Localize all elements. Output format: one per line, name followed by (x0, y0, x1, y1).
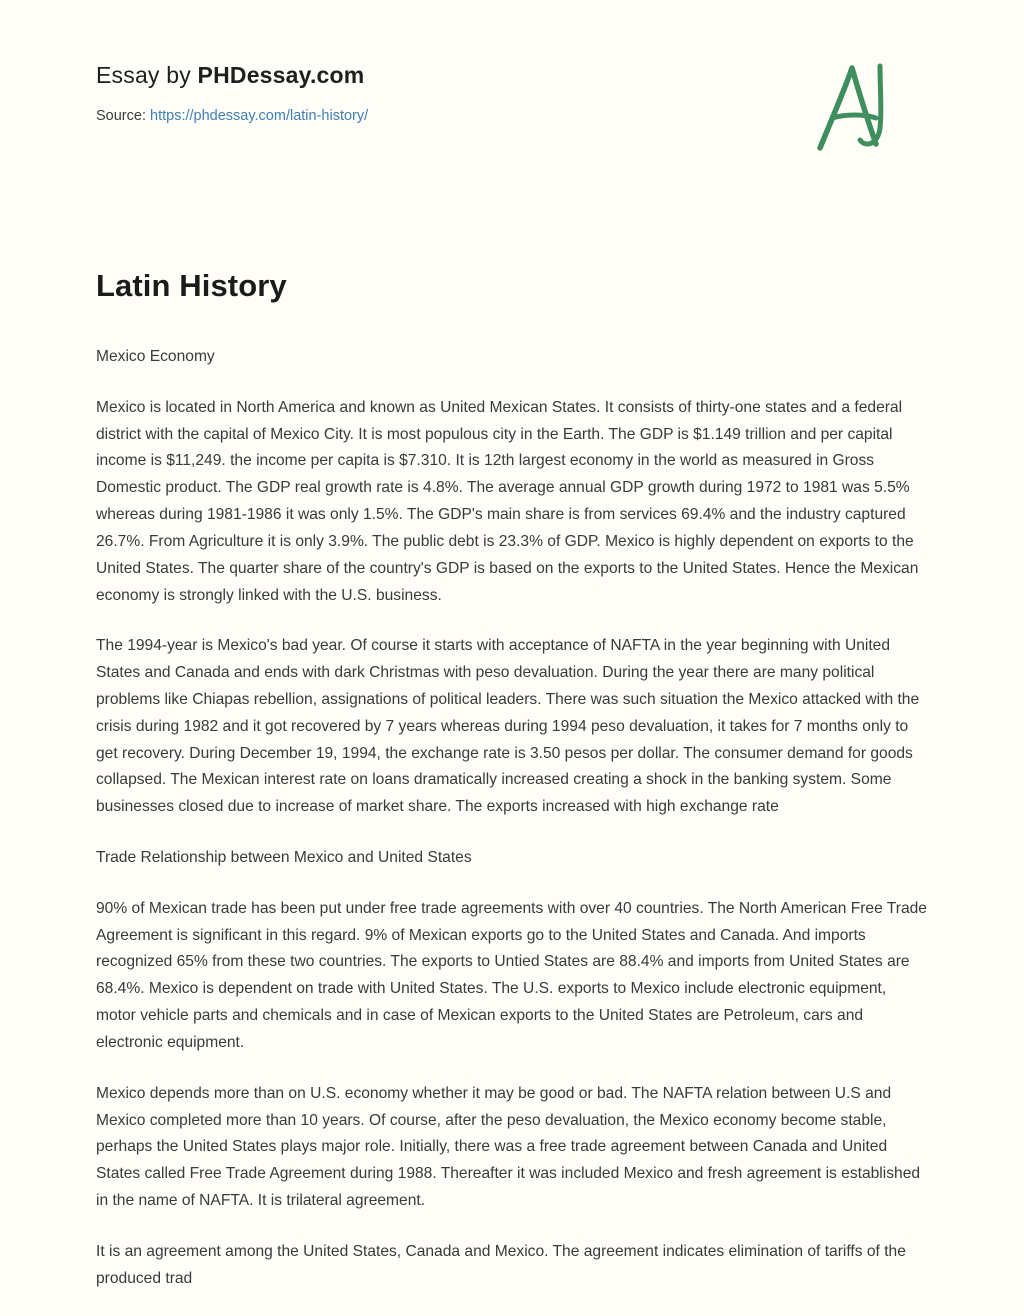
paragraph-1: Mexico is located in North America and known as United Mexican States. It consists of thirty-one states and a federal district with the capital of Mexico City. It is most populous city in the Earth. The GDP is $1.149 trillion and per capital income is $11,249. the income per capita is $7.310. It is 12th largest economy in the world as measured in Gross Domestic product. The GDP real growth rate is 4.8%. The average annual GDP growth during 1972 to 1981 was 5.5% whereas during 1981-1986 it was only 1.5%. The GDP's main share is from services 69.4% and the industry captured 26.7%. From Agriculture it is only 3.9%. The public debt is 23.3% of GDP. Mexico is highly dependent on exports to the United States. The quarter share of the country's GDP is based on the exports to the United States. Hence the Mexican economy is strongly linked with the U.S. business. (96, 398, 919, 604)
brand-essay-label: Essay (96, 62, 160, 88)
paragraph-6: It is an agreement among the United States, Canada and Mexico. The agreement indicates elimination of tariffs of the produced trad (96, 1242, 906, 1287)
brand-site-label: PHDessay.com (197, 62, 365, 88)
paragraph-0: Mexico Economy (96, 348, 215, 365)
paragraph-5: Mexico depends more than on U.S. economy whether it may be good or bad. The NAFTA relation between U.S and Mexico completed more than 10 years. Of course, after the peso devaluation, the Mexico economy become stable, perhaps the United States plays major role. Initially, there was a free trade agreement between Canada and United States called Free Trade Agreement during 1988. Thereafter it was included Mexico and fresh agreement is established in the name of NAFTA. It is trilateral agreement. (96, 1084, 921, 1209)
paragraph-3: Trade Relationship between Mexico and United States (96, 849, 472, 866)
brand-by-label: by (166, 62, 191, 88)
document-body (96, 344, 928, 1292)
source-label: Source: (96, 108, 146, 124)
source-url-link[interactable]: https://phdessay.com/latin-history/ (150, 108, 369, 124)
paragraph-4: 90% of Mexican trade has been put under free trade agreements with over 40 countries. The North American Free Trade Agreement is significant in this regard. 9% of Mexican exports go to the United States and Canada. And imports recognized 65% from these two countries. The exports to Untied States are 88.4% and imports from United States are 68.4%. Mexico is dependent on trade with United States. The U.S. exports to Mexico include electronic equipment, motor vehicle parts and chemicals and in case of Mexican exports to the United States are Petroleum, cars and electronic equipment. (96, 899, 927, 1051)
document-header (96, 62, 928, 172)
page-title: Latin History (96, 268, 287, 303)
paragraph-2: The 1994-year is Mexico's bad year. Of course it starts with acceptance of NAFTA in the year beginning with United States and Canada and ends with dark Christmas with peso devaluation. During the year there are many political problems like Chiapas rebellion, assignations of political leaders. There was such situation the Mexico attacked with the crisis during 1982 and it got recovered by 7 years whereas during 1994 peso devaluation, it takes for 7 months only to get recovery. During December 19, 1994, the exchange rate is 3.50 pesos per dollar. The consumer demand for goods collapsed. The Mexican interest rate on loans dramatically increased creating a shock in the banking system. Some businesses closed due to increase of market share. The exports increased with high exchange rate (96, 637, 920, 816)
phdessay-a-logo-icon (790, 52, 910, 162)
